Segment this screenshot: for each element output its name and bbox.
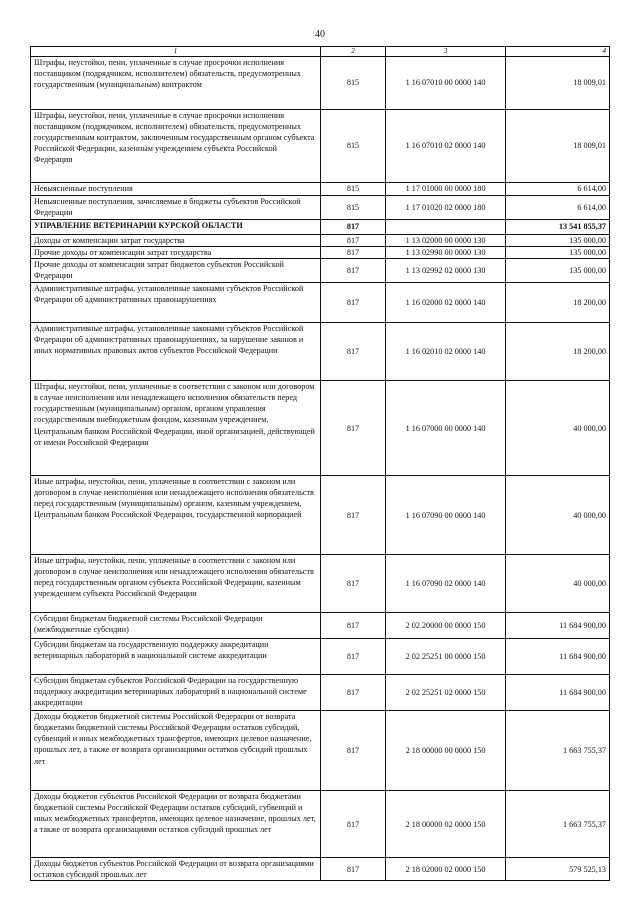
row-admin-code: 817 <box>321 476 386 555</box>
row-admin-code: 817 <box>321 711 386 791</box>
row-description: Невыясненные поступления <box>31 183 321 196</box>
row-admin-code: 817 <box>321 613 386 639</box>
row-description: Субсидии бюджетам субъектов Российской Федерации на государственную поддержку аккредитации ветеринарных лабораторий в национальной системе аккредитации <box>31 675 321 711</box>
row-admin-code: 815 <box>321 110 386 183</box>
row-amount: 135 000,00 <box>506 235 610 247</box>
page-number: 40 <box>315 29 325 40</box>
table-row <box>31 57 610 110</box>
table-row <box>31 220 610 235</box>
table-row <box>31 110 610 183</box>
row-admin-code: 817 <box>321 283 386 323</box>
row-description: Штрафы, неустойки, пени, уплаченные в случае просрочки исполнения поставщиком (подрядчиком, исполнителем) обязательств, предусмотренных государственным (муниципальным) контрактом <box>31 57 321 110</box>
row-admin-code: 817 <box>321 247 386 259</box>
header-col-3: 3 <box>386 47 506 57</box>
row-budget-code: 1 16 07000 00 0000 140 <box>386 381 506 476</box>
row-admin-code: 815 <box>321 183 386 196</box>
row-amount: 18 009,01 <box>506 57 610 110</box>
header-col-4: 4 <box>506 47 610 57</box>
table-row <box>31 791 610 858</box>
table-row <box>31 613 610 639</box>
row-amount: 11 684 900,00 <box>506 675 610 711</box>
row-budget-code: 2 02 20000 00 0000 150 <box>386 613 506 639</box>
row-admin-code: 817 <box>321 858 386 881</box>
header-col-2: 2 <box>321 47 386 57</box>
row-admin-code: 817 <box>321 675 386 711</box>
revenue-table <box>30 46 610 881</box>
row-admin-code: 817 <box>321 220 386 235</box>
row-admin-code: 817 <box>321 791 386 858</box>
row-budget-code: 1 17 01020 02 0000 180 <box>386 196 506 220</box>
row-amount: 40 000,00 <box>506 476 610 555</box>
row-amount: 135 000,00 <box>506 259 610 283</box>
table-row <box>31 675 610 711</box>
table-row <box>31 259 610 283</box>
row-amount: 6 614,00 <box>506 196 610 220</box>
table-row <box>31 323 610 381</box>
row-amount: 6 614,00 <box>506 183 610 196</box>
table-row <box>31 183 610 196</box>
row-amount: 11 684 900,00 <box>506 613 610 639</box>
row-description: Невыясненные поступления, зачисляемые в бюджеты субъектов Российской Федерации <box>31 196 321 220</box>
table-row <box>31 247 610 259</box>
table-row <box>31 235 610 247</box>
row-description: Доходы бюджетов бюджетной системы Российской Федерации от возврата бюджетами бюджетной системы Российской Федерации остатков субсидий, субвенций и иных межбюджетных трансфертов, имеющих целевое назначение, прошлых лет, а также от возврата организациями остатков субсидий прошлых лет <box>31 711 321 791</box>
row-amount: 135 000,00 <box>506 247 610 259</box>
row-description: Субсидии бюджетам на государственную поддержку аккредитации ветеринарных лабораторий в национальной системе аккредитации <box>31 639 321 675</box>
table-row <box>31 283 610 323</box>
table-row <box>31 858 610 881</box>
row-budget-code: 1 13 02000 00 0000 130 <box>386 235 506 247</box>
row-admin-code: 817 <box>321 259 386 283</box>
row-admin-code: 815 <box>321 57 386 110</box>
row-budget-code <box>386 220 506 235</box>
row-description: Штрафы, неустойки, пени, уплаченные в соответствии с законом или договором в случае неисполнения или ненадлежащего исполнения обязательств перед государственным (муниципальным) органом, органом управления государственным внебюджетным фондом, казенным учреждением, Центральным банком Российской Федерации, иной организацией, действующей от имени Российской Федерации <box>31 381 321 476</box>
row-budget-code: 1 16 07090 02 0000 140 <box>386 555 506 613</box>
row-description: Прочие доходы от компенсации затрат бюджетов субъектов Российской Федерации <box>31 259 321 283</box>
row-description: Доходы от компенсации затрат государства <box>31 235 321 247</box>
row-amount: 40 000,00 <box>506 555 610 613</box>
row-budget-code: 1 16 02000 02 0000 140 <box>386 283 506 323</box>
row-description: Иные штрафы, неустойки, пени, уплаченные в соответствии с законом или договором в случае неисполнения или ненадлежащего исполнения обязательств перед государственным органом субъекта Российской Федерации, казенным учреждением субъекта Российской Федерации <box>31 555 321 613</box>
row-budget-code: 1 13 02992 02 0000 130 <box>386 259 506 283</box>
row-budget-code: 2 02 25251 02 0000 150 <box>386 675 506 711</box>
row-description: Доходы бюджетов субъектов Российской Федерации от возврата организациями остатков субсидий прошлых лет <box>31 858 321 881</box>
row-description: УПРАВЛЕНИЕ ВЕТЕРИНАРИИ КУРСКОЙ ОБЛАСТИ <box>31 220 321 235</box>
row-budget-code: 1 13 02990 00 0000 130 <box>386 247 506 259</box>
row-amount: 18 200,00 <box>506 283 610 323</box>
row-admin-code: 815 <box>321 196 386 220</box>
row-amount: 18 009,01 <box>506 110 610 183</box>
table-row <box>31 711 610 791</box>
row-budget-code: 1 16 07010 00 0000 140 <box>386 57 506 110</box>
row-amount: 1 663 755,37 <box>506 791 610 858</box>
row-amount: 11 684 900,00 <box>506 639 610 675</box>
row-amount: 579 525,13 <box>506 858 610 881</box>
row-budget-code: 1 16 07090 00 0000 140 <box>386 476 506 555</box>
row-description: Прочие доходы от компенсации затрат государства <box>31 247 321 259</box>
table-row <box>31 381 610 476</box>
row-budget-code: 2 18 00000 00 0000 150 <box>386 711 506 791</box>
row-amount: 13 541 855,37 <box>506 220 610 235</box>
row-description: Административные штрафы, установленные законами субъектов Российской Федерации об административных правонарушениях, за нарушение законов и иных нормативных правовых актов субъектов Российской Федерации <box>31 323 321 381</box>
row-budget-code: 1 16 02010 02 0000 140 <box>386 323 506 381</box>
row-admin-code: 817 <box>321 381 386 476</box>
row-description: Иные штрафы, неустойки, пени, уплаченные в соответствии с законом или договором в случае неисполнения или ненадлежащего исполнения обязательств перед государственным (муниципальным) органом, казенным учреждением, Центральным банком Российской Федерации, государственной корпорацией <box>31 476 321 555</box>
row-admin-code: 817 <box>321 639 386 675</box>
row-admin-code: 817 <box>321 235 386 247</box>
row-description: Административные штрафы, установленные законами субъектов Российской Федерации об административных правонарушениях <box>31 283 321 323</box>
table-row <box>31 476 610 555</box>
table-row <box>31 639 610 675</box>
row-amount: 40 000,00 <box>506 381 610 476</box>
row-budget-code: 2 18 02000 02 0000 150 <box>386 858 506 881</box>
row-budget-code: 2 18 00000 02 0000 150 <box>386 791 506 858</box>
row-amount: 1 663 755,37 <box>506 711 610 791</box>
row-admin-code: 817 <box>321 555 386 613</box>
row-budget-code: 1 17 01000 00 0000 180 <box>386 183 506 196</box>
row-budget-code: 2 02 25251 00 0000 150 <box>386 639 506 675</box>
header-col-1: 1 <box>31 47 321 57</box>
row-admin-code: 817 <box>321 323 386 381</box>
row-description: Штрафы, неустойки, пени, уплаченные в случае просрочки исполнения поставщиком (подрядчиком, исполнителем) обязательств, предусмотренных государственным контрактом, заключенным государственным органом субъекта Российской Федерации, казенным учреждением субъекта Российской Федерации <box>31 110 321 183</box>
header-row <box>31 47 610 57</box>
table-row <box>31 555 610 613</box>
row-description: Доходы бюджетов субъектов Российской Федерации от возврата бюджетами бюджетной системы Российской Федерации остатков субсидий, субвенций и иных межбюджетных трансфертов, имеющих целевое назначение, прошлых лет, а также от возврата организациями остатков субсидий прошлых лет <box>31 791 321 858</box>
table-row <box>31 196 610 220</box>
row-amount: 18 200,00 <box>506 323 610 381</box>
row-budget-code: 1 16 07010 02 0000 140 <box>386 110 506 183</box>
row-description: Субсидии бюджетам бюджетной системы Российской Федерации (межбюджетные субсидии) <box>31 613 321 639</box>
